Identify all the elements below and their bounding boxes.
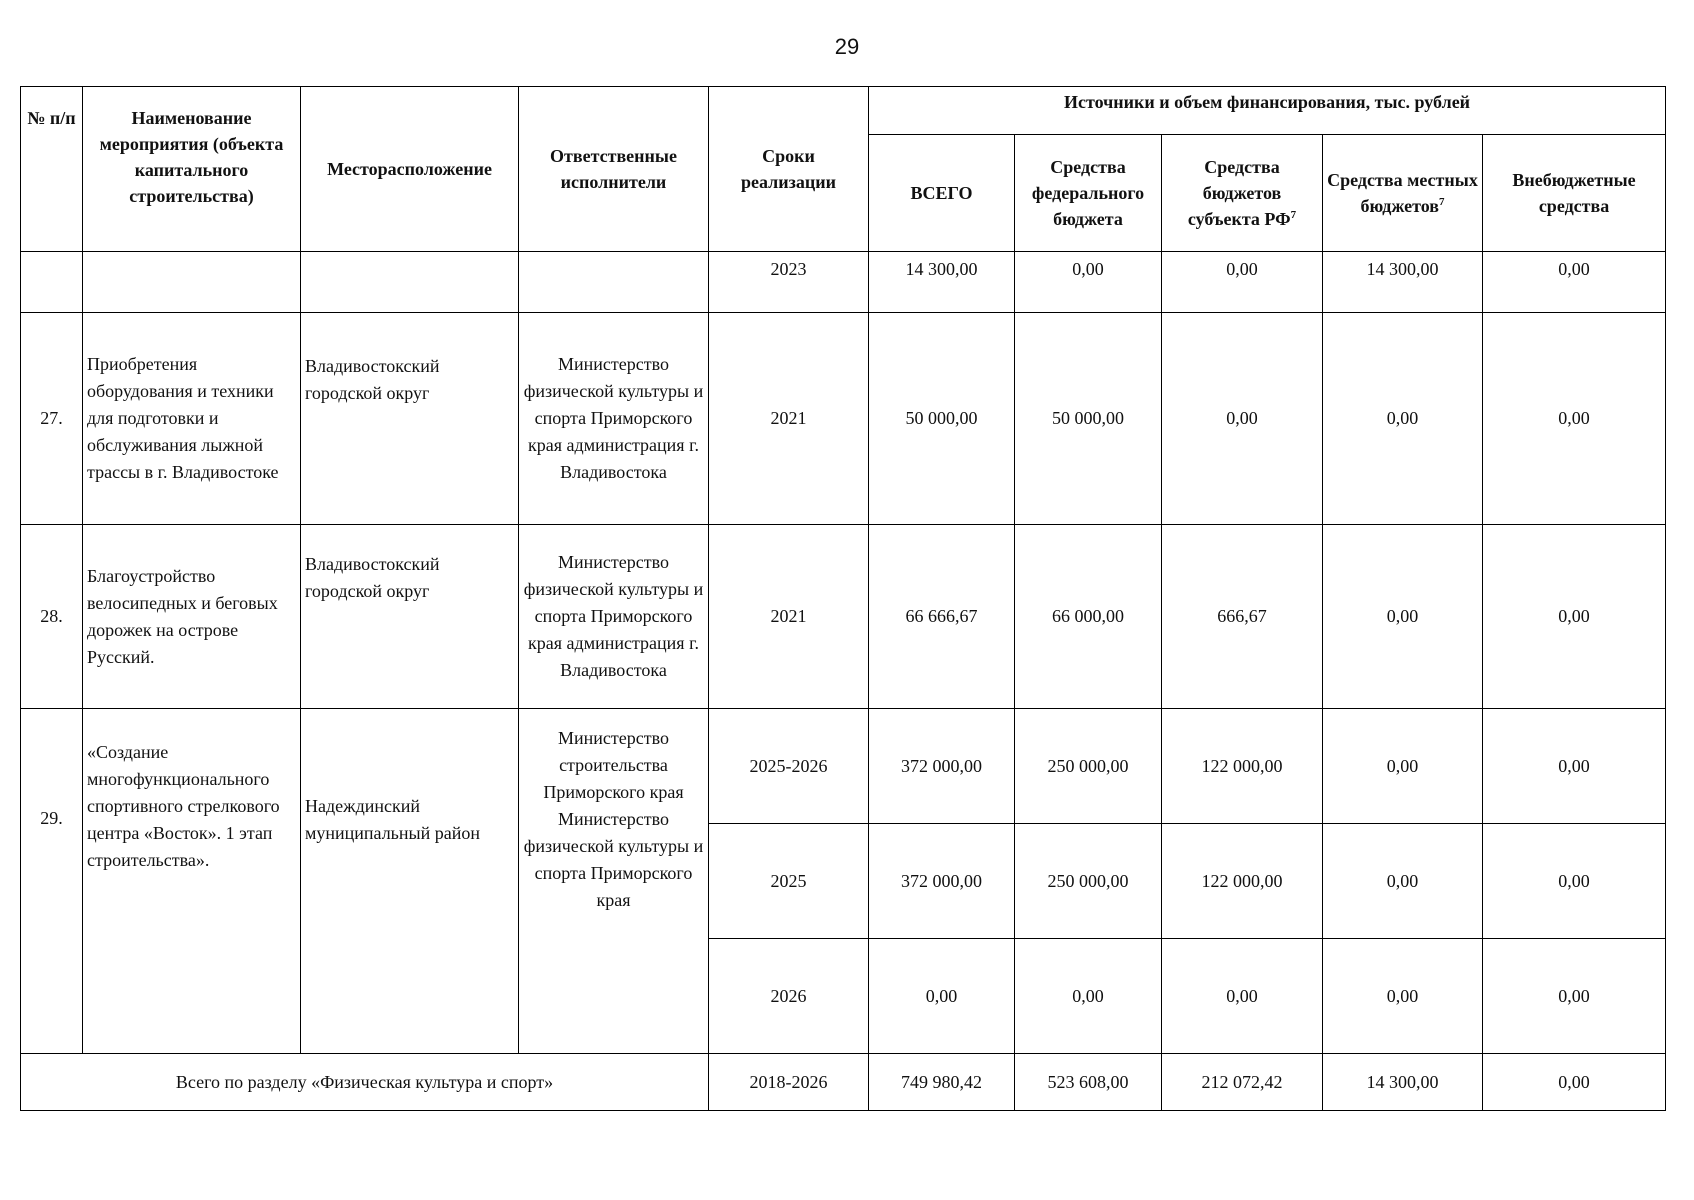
row-local: 0,00 (1323, 709, 1483, 824)
row-regional: 122 000,00 (1162, 824, 1323, 939)
row-name: «Создание многофункционального спортивного стрелкового центра «Восток». 1 этап строительства». (83, 709, 301, 1054)
cont-local: 14 300,00 (1323, 252, 1483, 313)
cont-period: 2023 (709, 252, 869, 313)
row-local: 0,00 (1323, 313, 1483, 525)
row-total: 372 000,00 (869, 709, 1015, 824)
cont-location-cell (301, 252, 519, 313)
row-num: 27. (21, 313, 83, 525)
row-federal: 0,00 (1015, 939, 1162, 1054)
row-responsible: Министерство физической культуры и спорта Приморского края администрация г. Владивостока (519, 313, 709, 525)
cont-responsible-cell (519, 252, 709, 313)
cont-name-cell (83, 252, 301, 313)
table-row (21, 525, 1666, 709)
row-period: 2025 (709, 824, 869, 939)
row-total: 0,00 (869, 939, 1015, 1054)
row-name: Благоустройство велосипедных и беговых дорожек на острове Русский. (83, 525, 301, 709)
header-offbudget: Внебюджетные средства (1483, 135, 1666, 252)
page-number: 29 (834, 34, 860, 59)
total-label: Всего по разделу «Физическая культура и спорт» (21, 1054, 709, 1111)
header-local (1323, 135, 1483, 252)
row-offbudget: 0,00 (1483, 709, 1666, 824)
cont-num-cell (21, 252, 83, 313)
total-total: 749 980,42 (869, 1054, 1015, 1111)
total-period: 2018-2026 (709, 1054, 869, 1111)
row-federal: 250 000,00 (1015, 709, 1162, 824)
header-local-label: Средства местных бюджетов (1327, 170, 1478, 216)
header-regional (1162, 135, 1323, 252)
row-num: 29. (21, 709, 83, 1054)
row-federal: 66 000,00 (1015, 525, 1162, 709)
total-row (21, 1054, 1666, 1111)
row-name: Приобретения оборудования и техники для подготовки и обслуживания лыжной трассы в г. Владивостоке (83, 313, 301, 525)
row-offbudget: 0,00 (1483, 525, 1666, 709)
table-row (21, 313, 1666, 525)
row-responsible: Министерство строительства Приморского края Министерство физической культуры и спорта Приморского края (519, 709, 709, 1054)
row-location: Владивостокский городской округ (301, 313, 519, 525)
funding-table (20, 86, 1666, 1111)
row-local: 0,00 (1323, 525, 1483, 709)
row-offbudget: 0,00 (1483, 824, 1666, 939)
row-location: Надеждинский муниципальный район (301, 709, 519, 1054)
row-responsible: Министерство физической культуры и спорта Приморского края администрация г. Владивостока (519, 525, 709, 709)
row-num: 28. (21, 525, 83, 709)
header-regional-note: 7 (1290, 209, 1297, 221)
total-local: 14 300,00 (1323, 1054, 1483, 1111)
header-responsible: Ответственные исполнители (519, 87, 709, 252)
header-period: Сроки реализации (709, 87, 869, 252)
total-federal: 523 608,00 (1015, 1054, 1162, 1111)
header-regional-label: Средства бюджетов субъекта РФ (1187, 157, 1291, 229)
header-funding-group: Источники и объем финансирования, тыс. рублей (869, 87, 1666, 135)
table-row (21, 709, 1666, 824)
total-regional: 212 072,42 (1162, 1054, 1323, 1111)
row-total: 66 666,67 (869, 525, 1015, 709)
row-period: 2021 (709, 313, 869, 525)
row-regional: 666,67 (1162, 525, 1323, 709)
total-offbudget: 0,00 (1483, 1054, 1666, 1111)
header-num: № п/п (21, 87, 83, 252)
row-offbudget: 0,00 (1483, 939, 1666, 1054)
header-federal: Средства федерального бюджета (1015, 135, 1162, 252)
table-row (21, 252, 1666, 313)
row-local: 0,00 (1323, 939, 1483, 1054)
row-period: 2026 (709, 939, 869, 1054)
row-local: 0,00 (1323, 824, 1483, 939)
row-federal: 250 000,00 (1015, 824, 1162, 939)
cont-federal: 0,00 (1015, 252, 1162, 313)
row-federal: 50 000,00 (1015, 313, 1162, 525)
row-offbudget: 0,00 (1483, 313, 1666, 525)
cont-regional: 0,00 (1162, 252, 1323, 313)
row-period: 2025-2026 (709, 709, 869, 824)
row-regional: 0,00 (1162, 939, 1323, 1054)
cont-offbudget: 0,00 (1483, 252, 1666, 313)
row-total: 50 000,00 (869, 313, 1015, 525)
header-location: Месторасположение (301, 87, 519, 252)
header-local-note: 7 (1439, 196, 1445, 208)
row-period: 2021 (709, 525, 869, 709)
header-total: ВСЕГО (869, 135, 1015, 252)
row-location: Владивостокский городской округ (301, 525, 519, 709)
row-total: 372 000,00 (869, 824, 1015, 939)
header-name: Наименование мероприятия (объекта капитального строительства) (83, 87, 301, 252)
cont-total: 14 300,00 (869, 252, 1015, 313)
row-regional: 0,00 (1162, 313, 1323, 525)
row-regional: 122 000,00 (1162, 709, 1323, 824)
